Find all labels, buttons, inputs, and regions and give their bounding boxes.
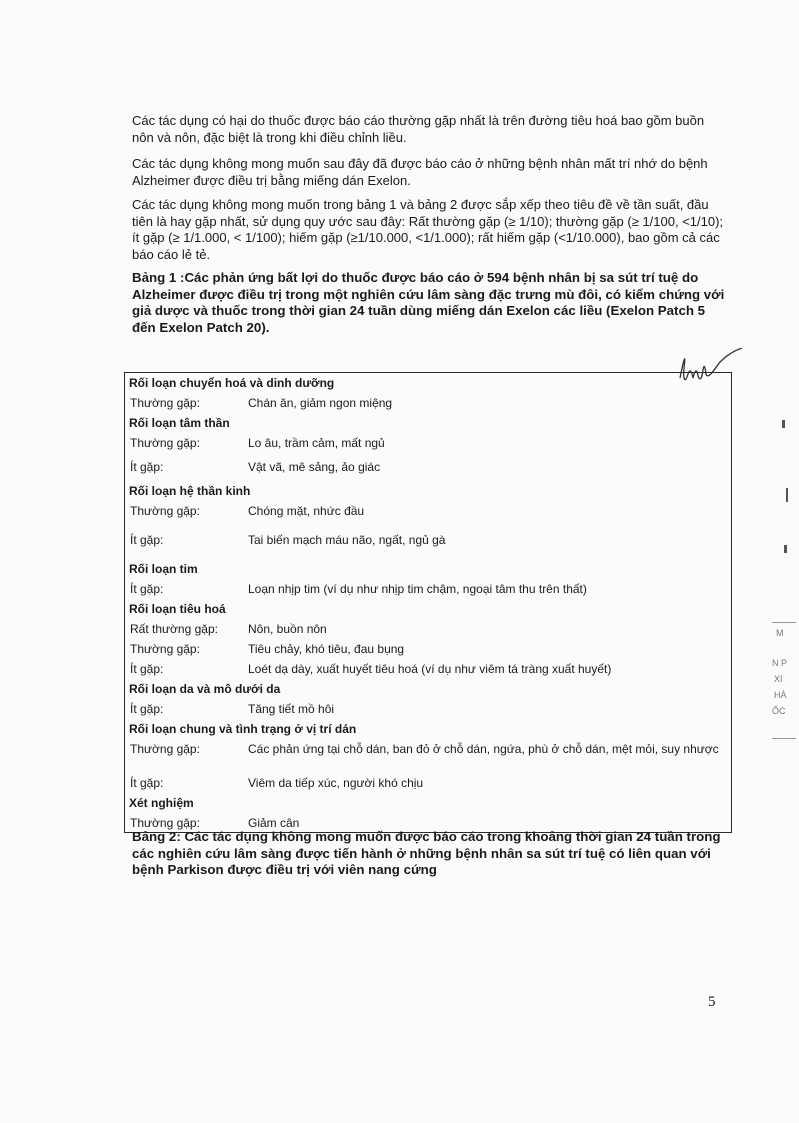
table-row bbox=[125, 579, 732, 599]
table-row bbox=[125, 739, 732, 773]
frequency-label: Ít gặp: bbox=[130, 701, 164, 716]
page-number: 5 bbox=[708, 994, 716, 1010]
frequency-label: Thường gặp: bbox=[130, 395, 200, 410]
scan-mark bbox=[786, 488, 788, 502]
table-row bbox=[125, 773, 732, 793]
stamp-text: ỐC bbox=[772, 706, 786, 716]
stamp-text: XI bbox=[774, 674, 783, 684]
table-row bbox=[125, 457, 732, 481]
scan-mark bbox=[782, 420, 785, 428]
table-group-header bbox=[125, 481, 732, 501]
system-organ-class: Rối loạn tiêu hoá bbox=[129, 601, 226, 616]
table-row bbox=[125, 619, 732, 639]
table-row bbox=[125, 659, 732, 679]
paragraph-gi-adverse-effects: Các tác dụng có hại do thuốc được báo cáo thường gặp nhất là trên đường tiêu hoá bao gồm buồn nôn và nôn, đặc biệt là trong khi điều chỉnh liều. bbox=[132, 113, 705, 145]
reaction-text: Lo âu, trầm cảm, mất ngủ bbox=[248, 435, 385, 450]
reaction-text: Tai biến mạch máu não, ngất, ngủ gà bbox=[248, 532, 446, 547]
system-organ-class: Rối loạn da và mô dưới da bbox=[129, 681, 281, 696]
stamp-text: HÀ bbox=[774, 690, 787, 700]
system-organ-class: Rối loạn tâm thần bbox=[129, 415, 230, 430]
frequency-label: Thường gặp: bbox=[130, 741, 200, 756]
table-group-header bbox=[125, 559, 732, 579]
table-group-header bbox=[125, 413, 732, 433]
reaction-text: Vật vã, mê sảng, ảo giác bbox=[248, 459, 381, 474]
frequency-label: Ít gặp: bbox=[130, 775, 164, 790]
reaction-text: Loét dạ dày, xuất huyết tiêu hoá (ví dụ như viêm tá tràng xuất huyết) bbox=[248, 661, 612, 676]
stamp-line bbox=[772, 622, 796, 623]
system-organ-class: Rối loạn tim bbox=[129, 561, 198, 576]
system-organ-class: Rối loạn chuyển hoá và dinh dưỡng bbox=[129, 376, 335, 390]
system-organ-class: Xét nghiệm bbox=[129, 795, 194, 810]
frequency-label: Rất thường gặp: bbox=[130, 621, 218, 636]
system-organ-class: Rối loạn chung và tình trạng ở vị trí dán bbox=[129, 721, 357, 736]
adverse-reactions-table bbox=[124, 372, 732, 833]
table-group-header bbox=[125, 719, 732, 739]
table-group-header bbox=[125, 599, 732, 619]
table-group-header bbox=[125, 793, 732, 813]
reaction-text: Các phản ứng tại chỗ dán, ban đỏ ở chỗ dán, ngứa, phù ở chỗ dán, mệt mỏi, suy nhược bbox=[248, 741, 719, 756]
frequency-label: Ít gặp: bbox=[130, 661, 164, 676]
reaction-text: Tiêu chảy, khó tiêu, đau bụng bbox=[248, 641, 405, 656]
table-group-header bbox=[125, 679, 732, 699]
reaction-text: Nôn, buồn nôn bbox=[248, 621, 327, 636]
table2-caption: Bảng 2: Các tác dụng không mong muốn được báo cáo trong khoảng thời gian 24 tuần trong các nghiên cứu lâm sàng được tiến hành ở những bệnh nhân sa sút trí tuệ có liên quan với bệnh Parkison được điều trị với viên nang cứng bbox=[132, 829, 721, 877]
scan-mark bbox=[784, 545, 787, 553]
reaction-text: Chóng mặt, nhức đầu bbox=[248, 503, 365, 518]
frequency-label: Ít gặp: bbox=[130, 532, 164, 547]
table1-caption: Bảng 1 :Các phản ứng bất lợi do thuốc được báo cáo ở 594 bệnh nhân bị sa sút trí tuệ do Alzheimer được điều trị trong một nghiên cứu lâm sàng đặc trưng mù đôi, có kiểm chứng với giả dược và thuốc trong thời gian 24 tuần dùng miếng dán Exelon các liều (Exelon Patch 5 đến Exelon Patch 20). bbox=[132, 270, 725, 335]
frequency-label: Thường gặp: bbox=[130, 641, 200, 656]
frequency-label: Ít gặp: bbox=[130, 459, 164, 474]
stamp-line bbox=[772, 738, 796, 739]
paragraph-frequency-convention: Các tác dụng không mong muốn trong bảng 1 và bảng 2 được sắp xếp theo tiêu đề về tần suất, đầu tiên là hay gặp nhất, sử dụng quy ước sau đây: Rất thường gặp (≥ 1/10); thường gặp (≥ 1/100, <1/10); ít gặp (≥ 1/1.000, < 1/100); hiếm gặp (≥1/10.000, <1/1.000); rất hiếm gặp (<1/10.000), bao gồm cả các báo cáo lẻ tẻ. bbox=[132, 197, 724, 262]
table-row bbox=[125, 393, 732, 413]
stamp-text: M bbox=[776, 628, 784, 638]
table-row bbox=[125, 433, 732, 457]
reaction-text: Chán ăn, giảm ngon miệng bbox=[248, 395, 393, 410]
frequency-label: Thường gặp: bbox=[130, 503, 200, 518]
table-row bbox=[125, 525, 732, 559]
reaction-text: Viêm da tiếp xúc, người khó chịu bbox=[248, 775, 424, 790]
table-row bbox=[125, 699, 732, 719]
reaction-text: Tăng tiết mồ hôi bbox=[248, 701, 335, 716]
table-group-header bbox=[125, 373, 732, 393]
frequency-label: Thường gặp: bbox=[130, 815, 200, 830]
system-organ-class: Rối loạn hệ thần kinh bbox=[129, 483, 251, 498]
frequency-label: Thường gặp: bbox=[130, 435, 200, 450]
reaction-text: Loạn nhịp tim (ví dụ như nhịp tim chậm, ngoại tâm thu trên thất) bbox=[248, 581, 587, 596]
paragraph-alzheimer-effects: Các tác dụng không mong muốn sau đây đã được báo cáo ở những bệnh nhân mất trí nhớ do bệnh Alzheimer được điều trị bằng miếng dán Exelon. bbox=[132, 156, 708, 188]
frequency-label: Ít gặp: bbox=[130, 581, 164, 596]
margin-stamp-fragment bbox=[760, 400, 799, 760]
table-row bbox=[125, 639, 732, 659]
table-row bbox=[125, 501, 732, 525]
reaction-text: Giảm cân bbox=[248, 815, 300, 830]
stamp-text: N P bbox=[772, 658, 788, 668]
